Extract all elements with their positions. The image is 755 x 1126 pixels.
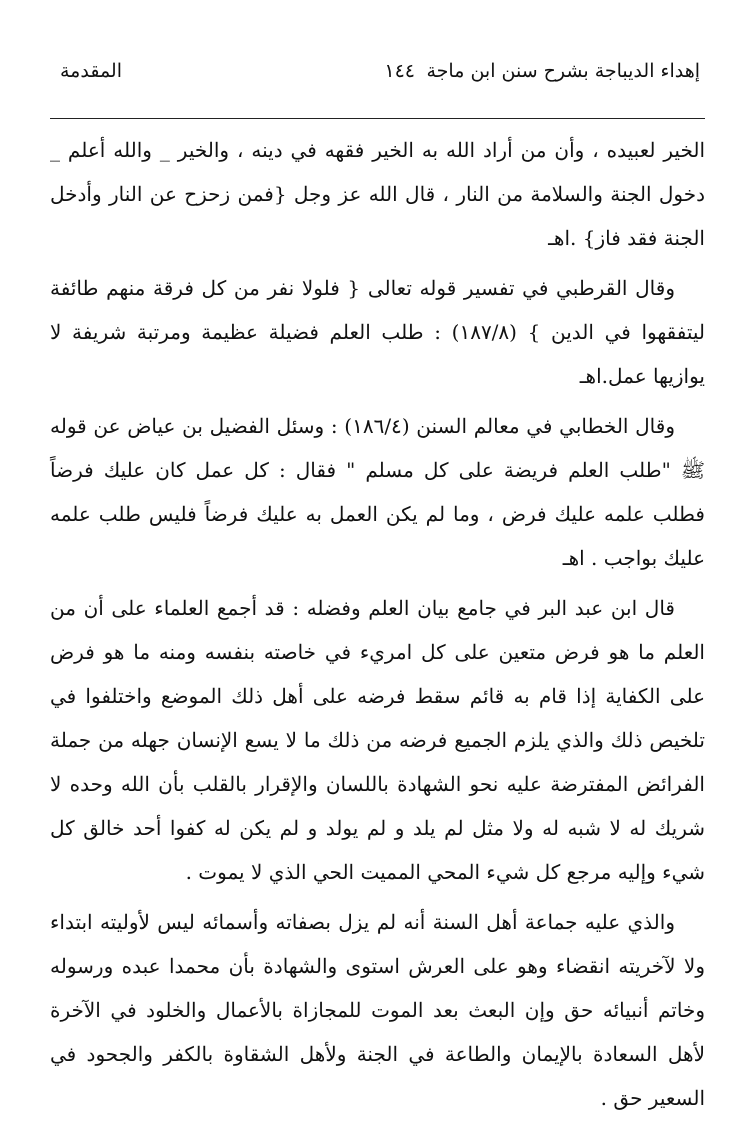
- paragraph: قال ابن عبد البر في جامع بيان العلم وفضله : قد أجمع العلماء على أن من العلم ما هو فرض متعين على كل امريء في خاصته بنفسه ومنه ما هو فرض على الكفاية إذا قام به قائم سقط فرضه على أهل ذلك الموضع واختلفوا في تلخيص ذلك والذي يلزم الجميع فرضه من ذلك ما لا يسع الإنسان جهله من جملة الفرائض المفترضة عليه نحو الشهادة باللسان والإقرار بالقلب بأن الله وحده لا شريك له لا شبه له ولا مثل لم يلد و لم يولد و لم يكن له كفوا أحد خالق كل شيء وإليه مرجع كل شيء المحي المميت الحي الذي لا يموت .: [50, 596, 705, 884]
- page-header: [60, 60, 700, 90]
- header-divider: [50, 118, 705, 119]
- paragraph: الخير لعبيده ، وأن من أراد الله به الخير فقهه في دينه ، والخير _ والله أعلم _ دخول الجنة والسلامة من النار ، قال الله عز وجل {فمن زحزح عن النار وأدخل الجنة فقد فاز} .اهـ: [50, 138, 705, 250]
- body-text: [50, 128, 705, 1126]
- paragraph: وقال الخطابي في معالم السنن (١٨٦/٤) : وسئل الفضيل بن عياض عن قوله ﷺ "طلب العلم فريضة على كل مسلم " فقال : كل عمل كان عليك فرضاً فطلب علمه عليك فرض ، وما لم يكن العمل به عليك فرضاً فليس طلب علمه عليك بواجب . اهـ: [50, 414, 705, 570]
- chapter-title: المقدمة: [60, 60, 123, 82]
- paragraph: والذي عليه جماعة أهل السنة أنه لم يزل بصفاته وأسمائه ليس لأوليته ابتداء ولا لآخريته انقضاء وهو على العرش استوى والشهادة بأن محمدا عبده ورسوله وخاتم أنبيائه حق وإن البعث بعد الموت للمجازاة بالأعمال والخلود في الآخرة لأهل السعادة بالإيمان والطاعة في الجنة ولأهل الشقاوة بالكفر والجحود في السعير حق .: [50, 910, 705, 1110]
- page-number: ١٤٤: [384, 60, 415, 82]
- book-title: إهداء الديباجة بشرح سنن ابن ماجة: [426, 60, 700, 82]
- paragraph: وقال القرطبي في تفسير قوله تعالى { فلولا نفر من كل فرقة منهم طائفة ليتفقهوا في الدين } (١٨٧/٨) : طلب العلم فضيلة عظيمة ومرتبة شريفة لا يوازيها عمل.اهـ: [50, 276, 705, 388]
